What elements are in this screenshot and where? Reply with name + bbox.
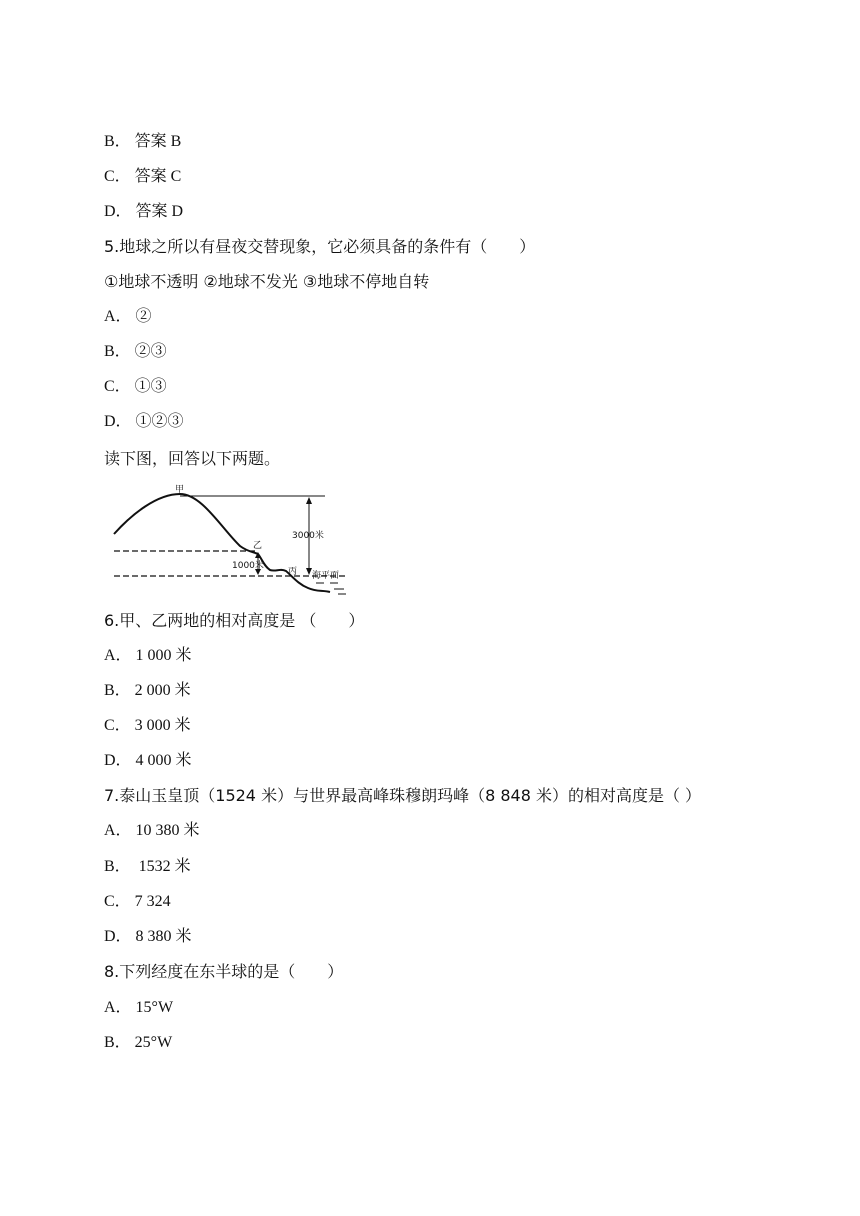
q5-option-c: C． ①③	[104, 378, 167, 395]
q7-option-b: B． 1532 米	[104, 858, 191, 875]
q4-option-d: D． 答案 D	[104, 203, 184, 220]
q5-option-a: A． ②	[104, 308, 152, 325]
arrow-3000-top	[306, 497, 312, 504]
label-3000m: 3000米	[292, 531, 324, 541]
question-7: 7.泰山玉皇顶（1524 米）与世界最高峰珠穆朗玛峰（8 848 米）的相对高度是（ ）	[104, 786, 702, 805]
q6-option-c: C． 3 000 米	[104, 717, 191, 734]
q7-option-d: D． 8 380 米	[104, 928, 192, 945]
terrain-profile-figure	[112, 484, 362, 604]
question-8: 8.下列经度在东半球的是（ ）	[104, 962, 344, 981]
label-sea-level: 海平面	[312, 571, 340, 581]
figure-instruction: 读下图，回答以下两题。	[104, 449, 281, 468]
question-6: 6.甲、乙两地的相对高度是 （ ）	[104, 611, 365, 630]
q4-option-b: B． 答案 B	[104, 133, 182, 150]
question-5: 5.地球之所以有昼夜交替现象，它必须具备的条件有（ ）	[104, 237, 536, 256]
label-jia: 甲	[175, 485, 185, 495]
q5-option-b: B． ②③	[104, 343, 167, 360]
q6-option-a: A． 1 000 米	[104, 647, 192, 664]
label-1000m: 1000米	[232, 561, 264, 571]
q7-option-c: C． 7 324	[104, 893, 171, 910]
question-5-conditions: ①地球不透明 ②地球不发光 ③地球不停地自转	[104, 272, 430, 291]
q6-option-d: D． 4 000 米	[104, 752, 192, 769]
q6-option-b: B． 2 000 米	[104, 682, 191, 699]
q8-option-a: A． 15°W	[104, 999, 174, 1016]
q8-option-b: B． 25°W	[104, 1034, 173, 1051]
terrain-profile-svg	[112, 484, 362, 604]
terrain-curve	[114, 494, 330, 592]
q5-option-d: D． ①②③	[104, 413, 184, 430]
q7-option-a: A． 10 380 米	[104, 822, 200, 839]
label-bing: 丙	[288, 567, 298, 577]
label-yi: 乙	[253, 541, 263, 551]
q4-option-c: C． 答案 C	[104, 168, 182, 185]
